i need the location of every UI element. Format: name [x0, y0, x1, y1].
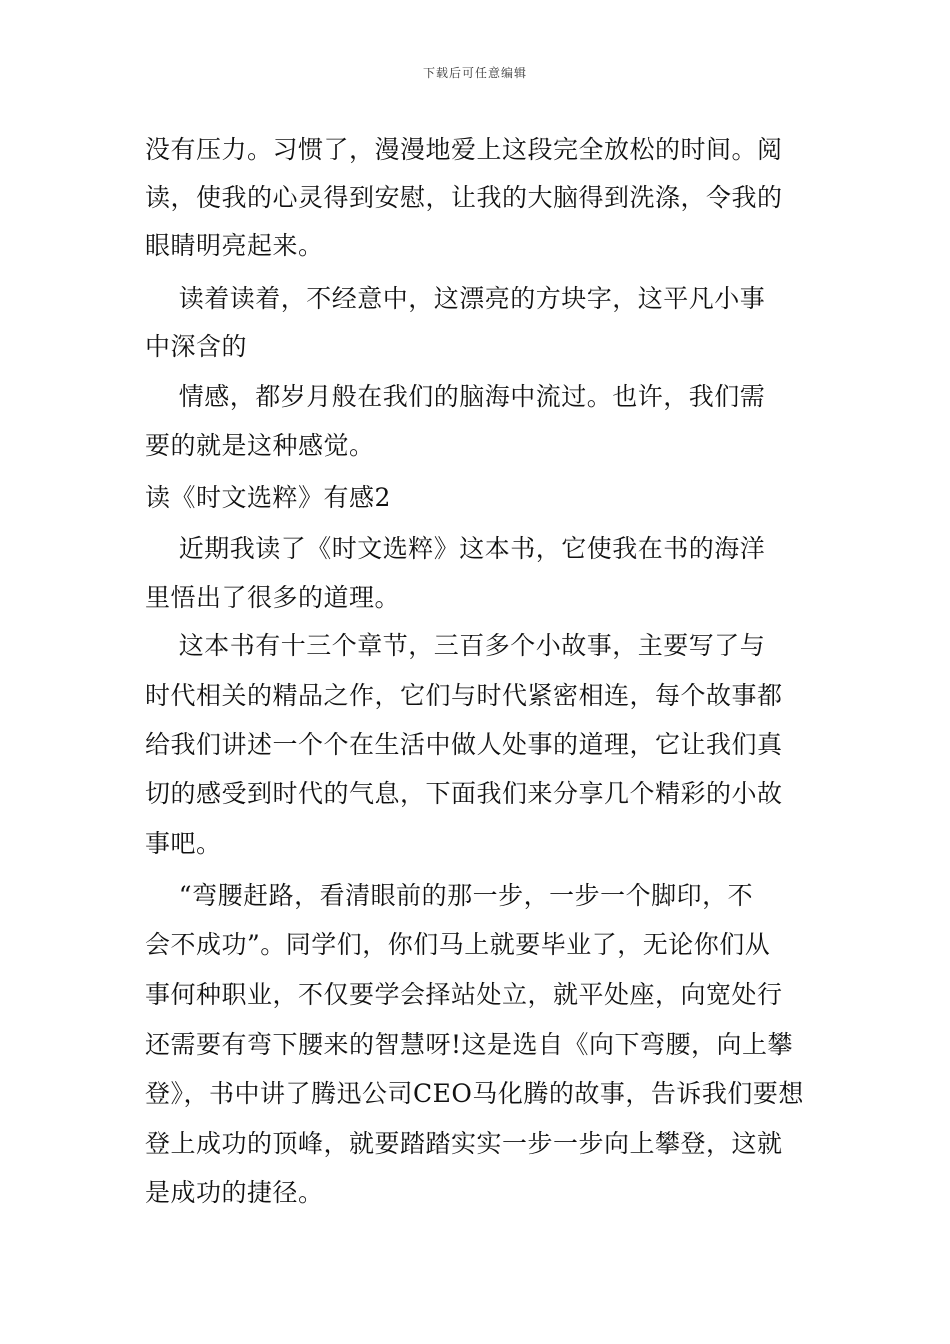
body-line: 事吧。: [145, 829, 222, 858]
body-line: 事何种职业，不仅要学会择站处立，就平处座，向宽处行: [145, 980, 783, 1009]
body-line: 眼睛明亮起来。: [145, 231, 324, 260]
page-header: 下载后可任意编辑: [422, 66, 527, 80]
body-line: 切的感受到时代的气息，下面我们来分享几个精彩的小故: [145, 779, 783, 808]
body-line: 登》，书中讲了腾迅公司CEO马化腾的故事，告诉我们要想: [145, 1079, 804, 1108]
body-line: 是成功的捷径。: [145, 1178, 324, 1207]
body-line: 会不成功”。同学们，你们马上就要毕业了，无论你们从: [145, 930, 771, 959]
body-line: 中深含的: [145, 332, 248, 361]
body-line: 没有压力。习惯了，漫漫地爱上这段完全放松的时间。阅: [145, 135, 783, 164]
body-line: 还需要有弯下腰来的智慧呀!这是选自《向下弯腰，向上攀: [145, 1030, 794, 1059]
body-line: 读着读着，不经意中，这漂亮的方块字，这平凡小事: [145, 284, 766, 313]
body-line: “弯腰赶路，看清眼前的那一步，一步一个脚印，不: [145, 881, 754, 910]
body-line: 读，使我的心灵得到安慰，让我的大脑得到洗涤，令我的: [145, 183, 783, 212]
body-line: 情感，都岁月般在我们的脑海中流过。也许，我们需: [145, 382, 766, 411]
body-line: 时代相关的精品之作，它们与时代紧密相连，每个故事都: [145, 681, 783, 710]
body-line: 近期我读了《时文选粹》这本书，它使我在书的海洋: [145, 534, 766, 563]
section-heading: 读《时文选粹》有感2: [145, 483, 391, 512]
body-line: 登上成功的顶峰，就要踏踏实实一步一步向上攀登，这就: [145, 1129, 783, 1158]
body-line: 要的就是这种感觉。: [145, 431, 375, 460]
body-line: 里悟出了很多的道理。: [145, 583, 401, 612]
body-line: 给我们讲述一个个在生活中做人处事的道理，它让我们真: [145, 730, 783, 759]
body-line: 这本书有十三个章节，三百多个小故事，主要写了与: [145, 631, 766, 660]
